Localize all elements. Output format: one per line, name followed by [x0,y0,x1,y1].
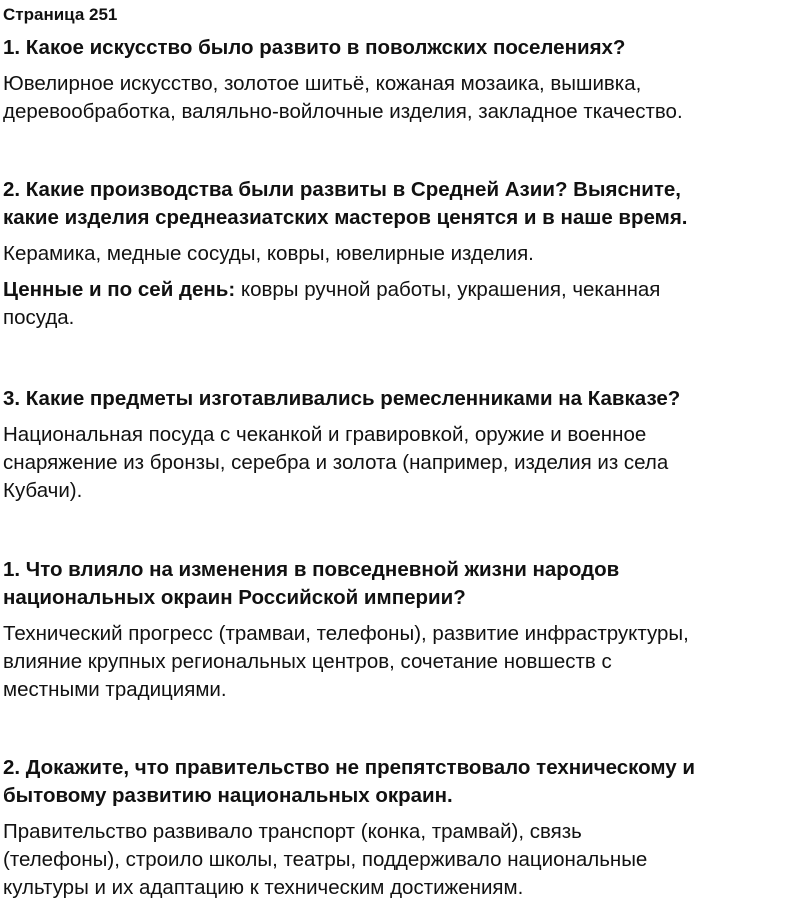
question-line: 2. Какие производства были развиты в Средней Азии? Выясните, [3,178,681,201]
answer-line: Национальная посуда с чеканкой и гравировкой, оружие и военное [3,423,647,446]
answer-inline-text: ковры ручной работы, украшения, чеканная [235,278,661,301]
answer-text [3,421,800,505]
answer-bold-label: Ценные и по сей день: [3,278,236,301]
question-line: 1. Что влияло на изменения в повседневной жизни народов [3,558,620,581]
answer-line: Технический прогресс (трамваи, телефоны), развитие инфраструктуры, [3,622,689,645]
answer-line: Керамика, медные сосуды, ковры, ювелирные изделия. [3,242,534,265]
answer-line: (телефоны), строило школы, театры, поддерживало национальные [3,848,648,871]
answer-line: Кубачи). [3,479,83,502]
answer-line: культуры и их адаптацию к техническим достижениям. [3,876,524,899]
question-heading [3,556,800,612]
answer-text [3,818,800,902]
answer-text [3,240,800,268]
question-line: какие изделия среднеазиатских мастеров ценятся и в наше время. [3,206,688,229]
answer-text [3,70,800,126]
qa-block-government-development [3,754,800,902]
answer-line: влияние крупных региональных центров, сочетание новшеств с [3,650,612,673]
answer-line: Правительство развивало транспорт (конка, трамвай), связь [3,820,582,843]
answer-line: посуда. [3,306,75,329]
question-heading [3,754,800,810]
question-line: национальных окраин Российской империи? [3,586,466,609]
qa-block-central-asia [3,176,800,332]
question-line: 3. Какие предметы изготавливались ремесленниками на Кавказе? [3,387,681,410]
question-line: бытовому развитию национальных окраин. [3,784,453,807]
question-heading [3,176,800,232]
qa-block-daily-life-changes [3,556,800,704]
question-line: 2. Докажите, что правительство не препятствовало техническому и [3,756,695,779]
page-number-header: Страница 251 [3,5,118,24]
qa-block-volga-crafts [3,34,800,126]
question-line: 1. Какое искусство было развито в поволжских поселениях? [3,36,626,59]
answer-line: Ювелирное искусство, золотое шитьё, кожаная мозаика, вышивка, [3,72,642,95]
answer-line [3,276,800,304]
question-heading [3,385,800,413]
answer-line: местными традициями. [3,678,227,701]
answer-text-valued-today [3,276,800,332]
qa-block-caucasus [3,385,800,505]
answer-line: деревообработка, валяльно-войлочные изделия, закладное ткачество. [3,100,683,123]
answer-text [3,620,800,704]
answer-line: снаряжение из бронзы, серебра и золота (например, изделия из села [3,451,669,474]
question-heading [3,34,800,62]
